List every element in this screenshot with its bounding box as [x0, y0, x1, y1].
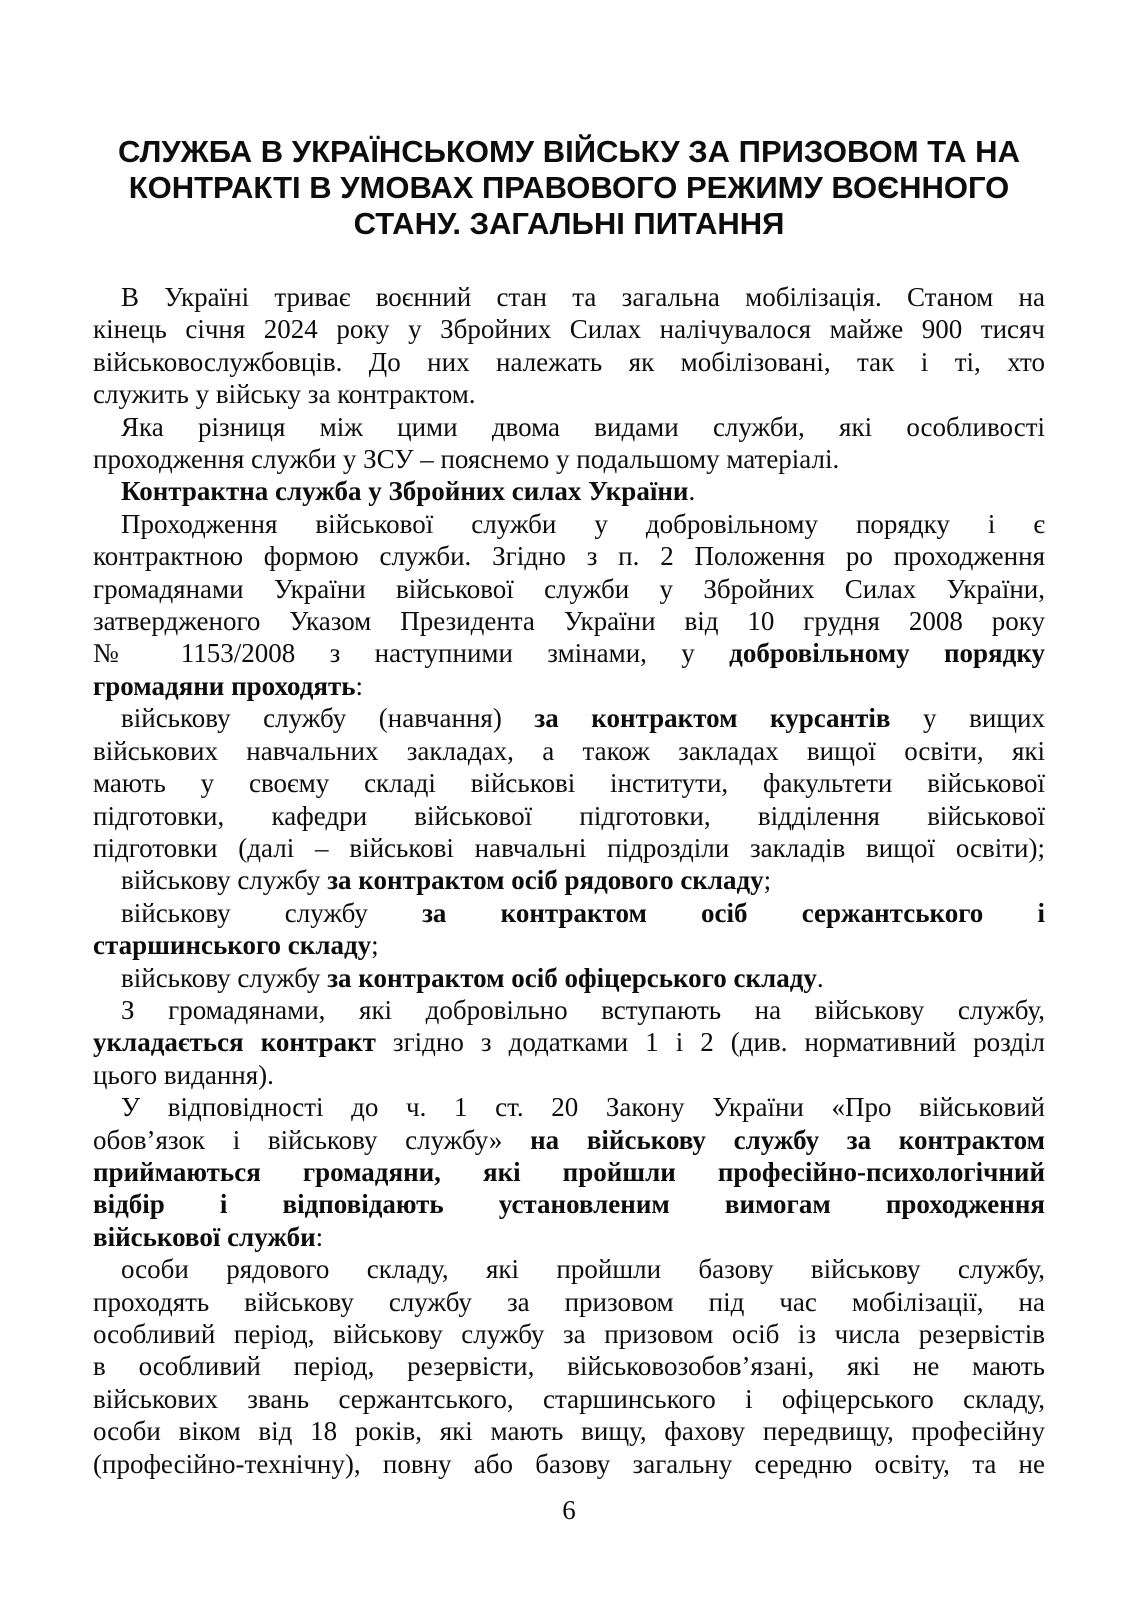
text-line: [93, 1188, 1045, 1220]
bold-text-run: добровільному порядку: [729, 638, 1045, 669]
text-run: ;: [763, 865, 772, 896]
text-line: [93, 443, 1045, 475]
text-run: мають у своєму складі військові інститути, факультети військової: [93, 768, 1045, 799]
bold-text-run: приймаються громадяни, які пройшли професійно-психологічний: [93, 1156, 1045, 1187]
bold-text-run: старшинського складу: [93, 930, 372, 961]
text-run: .: [688, 476, 696, 507]
bold-text-run: відбір і відповідають установленим вимогам проходження: [93, 1189, 1045, 1220]
text-run: в особливий період, резервісти, військовозобов’язані, які не мають: [93, 1351, 1045, 1382]
text-run: служить у війську за контрактом.: [93, 379, 476, 410]
text-line: [93, 1156, 1045, 1188]
text-run: :: [315, 1221, 324, 1252]
text-run: військову службу: [121, 897, 423, 928]
text-line: [93, 670, 1045, 702]
title-line: КОНТРАКТІ В УМОВАХ ПРАВОВОГО РЕЖИМУ ВОЄННОГО: [128, 170, 1010, 205]
bold-text-run: за контрактом осіб рядового складу: [327, 865, 764, 896]
text-run: затвердженого Указом Президента України від 10 грудня 2008 року: [93, 606, 1045, 637]
page-number: 6: [562, 1495, 576, 1526]
text-line: [93, 962, 1045, 994]
bold-text-run: укладається контракт: [93, 1027, 376, 1058]
text-run: № 1153/2008 з наступними змінами, у: [93, 638, 730, 669]
text-run: військову службу: [121, 962, 328, 993]
text-line: [93, 1091, 1045, 1123]
text-line: [93, 313, 1045, 345]
bold-text-run: за контрактом осіб сержантського і: [422, 897, 1045, 928]
text-run: військовослужбовців. До них належать як мобілізовані, так і ті, хто: [93, 346, 1045, 377]
bold-text-run: на військову службу за контрактом: [530, 1124, 1046, 1155]
text-line: [93, 1059, 1045, 1091]
text-run: В Україні триває воєнний стан та загальна мобілізація. Станом на: [121, 282, 1045, 312]
text-line: [93, 1383, 1045, 1415]
text-line: [93, 1124, 1045, 1156]
text-line: [93, 897, 1045, 929]
bold-text-run: за контрактом осіб офіцерського складу: [327, 962, 817, 993]
text-run: ;: [371, 930, 379, 961]
text-line: [93, 281, 1045, 313]
text-line: [93, 508, 1045, 540]
text-run: Проходження військової служби у добровільному порядку і є: [121, 508, 1045, 539]
text-run: особи віком від 18 років, які мають вищу, фахову передвищу, професійну: [93, 1416, 1045, 1447]
text-line: [93, 378, 1045, 410]
body-text: [93, 281, 1045, 1480]
text-run: цього видання).: [93, 1059, 274, 1090]
text-line: [93, 540, 1045, 572]
text-run: .: [816, 962, 824, 993]
text-line: [93, 637, 1045, 669]
text-run: військових навчальних закладах, а також закладах вищої освіти, які: [93, 735, 1045, 766]
text-run: особи рядового складу, які пройшли базову військову службу,: [121, 1254, 1045, 1285]
bold-text-run: військової служби: [93, 1221, 316, 1252]
document-title: [93, 0, 1045, 242]
text-run: військових звань сержантського, старшинського і офіцерського складу,: [93, 1383, 1045, 1414]
text-line: [93, 1415, 1045, 1447]
text-line: [93, 800, 1045, 832]
text-run: кінець січня 2024 року у Збройних Силах налічувалося майже 900 тисяч: [93, 314, 1045, 345]
text-line: [93, 411, 1045, 443]
text-run: :: [355, 670, 364, 701]
text-line: [93, 735, 1045, 767]
text-run: обов’язок і військову службу»: [93, 1124, 531, 1155]
text-run: (професійно-технічну), повну або базову загальну середню освіту, та не: [93, 1448, 1045, 1479]
text-line: [93, 1318, 1045, 1350]
text-line: [93, 702, 1045, 734]
text-line: [93, 1221, 1045, 1253]
text-run: проходять військову службу за призовом під час мобілізації, на: [93, 1286, 1045, 1317]
text-line: [93, 929, 1045, 961]
text-run: Яка різниця між цими двома видами служби, які особливості: [121, 411, 1045, 442]
text-line: [93, 1253, 1045, 1285]
text-run: згідно з додатками 1 і 2 (див. нормативний розділ: [375, 1027, 1045, 1058]
text-run: З громадянами, які добровільно вступають на військову службу,: [121, 994, 1045, 1025]
text-line: [93, 1026, 1045, 1058]
text-line: [93, 864, 1045, 896]
text-run: У відповідності до ч. 1 ст. 20 Закону України «Про військовий: [121, 1092, 1045, 1123]
text-line: [93, 767, 1045, 799]
text-run: у вищих: [890, 703, 1046, 734]
bold-text-run: громадяни проходять: [93, 670, 356, 701]
text-line: [93, 475, 1045, 507]
text-run: підготовки (далі – військові навчальні підрозділи закладів вищої освіти);: [93, 832, 1045, 863]
text-run: проходження служби у ЗСУ – пояснемо у подальшому матеріалі.: [93, 444, 840, 475]
text-line: [93, 1286, 1045, 1318]
text-line: [93, 1448, 1045, 1480]
text-line: [93, 346, 1045, 378]
text-run: контрактною формою служби. Згідно з п. 2 Положення ро проходження: [93, 541, 1045, 572]
text-run: підготовки, кафедри військової підготовки, відділення військової: [93, 800, 1045, 831]
bold-text-run: за контрактом курсантів: [534, 703, 891, 734]
text-line: [93, 573, 1045, 605]
text-line: [93, 1350, 1045, 1382]
text-run: військову службу (навчання): [121, 703, 535, 734]
text-line: [93, 832, 1045, 864]
text-run: особливий період, військову службу за призовом осіб із числа резервістів: [93, 1319, 1045, 1349]
bold-text-run: Контрактна служба у Збройних силах України: [121, 476, 689, 507]
text-line: [93, 994, 1045, 1026]
text-run: військову службу: [121, 865, 328, 896]
title-line: СТАНУ. ЗАГАЛЬНІ ПИТАННЯ: [353, 206, 785, 241]
title-line: СЛУЖБА В УКРАЇНСЬКОМУ ВІЙСЬКУ ЗА ПРИЗОВОМ ТА НА: [118, 134, 1020, 169]
text-run: громадянами України військової служби у Збройних Силах України,: [93, 573, 1045, 604]
text-line: [93, 605, 1045, 637]
